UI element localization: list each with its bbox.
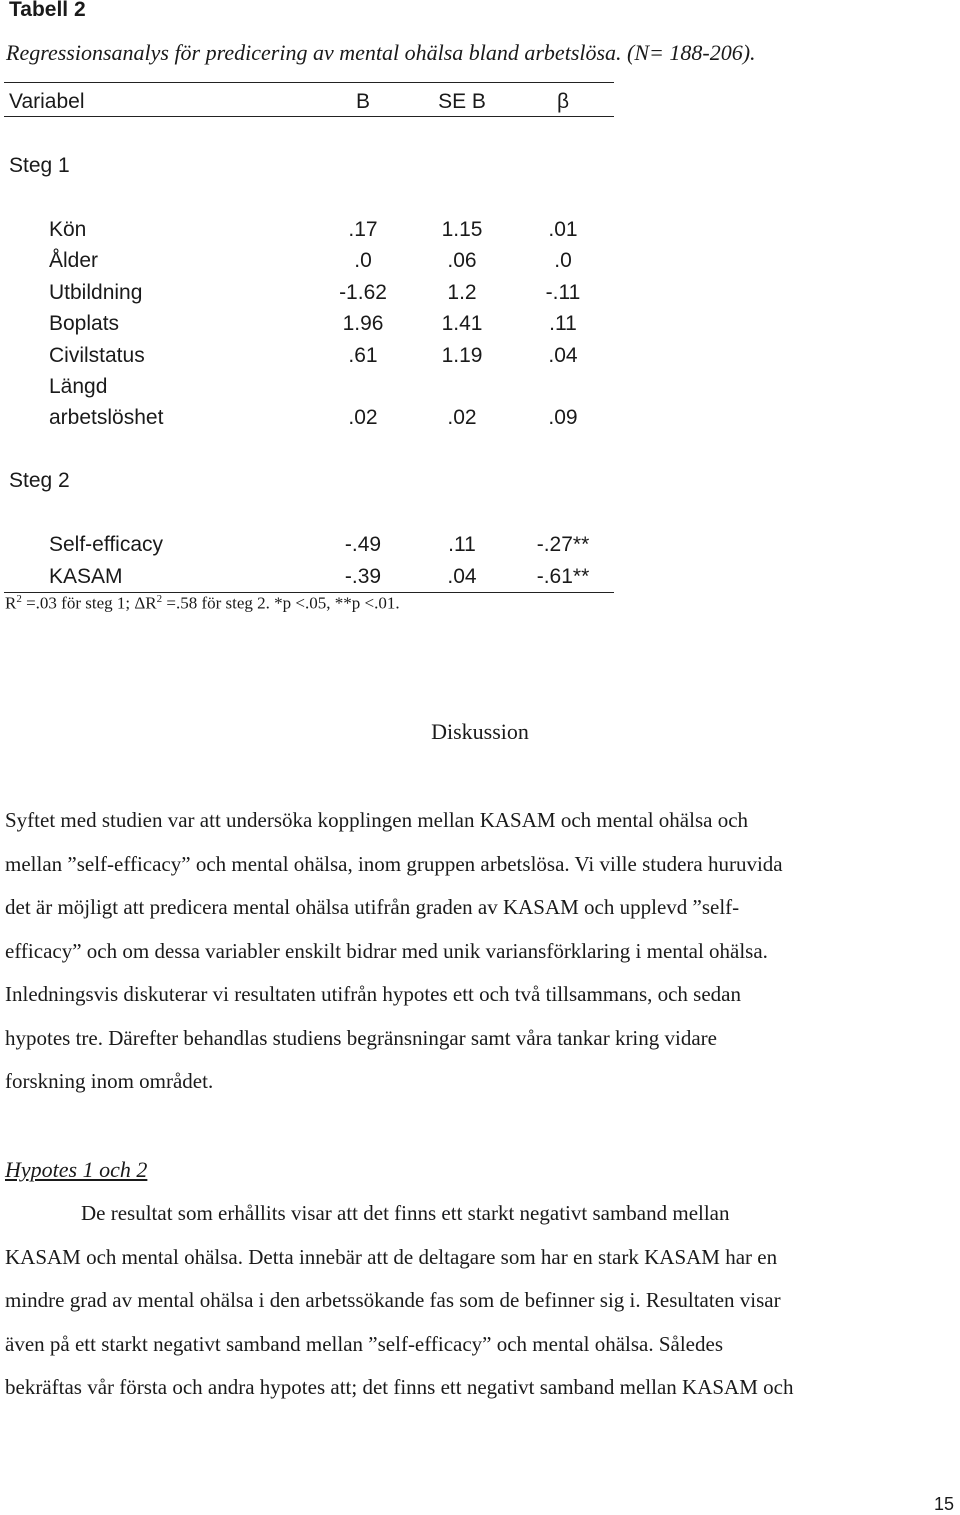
paragraph-line: mellan ”self-efficacy” och mental ohälsa, inom gruppen arbetslösa. Vi ville studera huruvida (5, 852, 783, 876)
table-note (5, 593, 400, 614)
row-label: Ålder (49, 249, 99, 272)
paragraph-line: bekräftas vår första och andra hypotes att; det finns ett negativt samband mellan KASAM och (5, 1375, 794, 1399)
step2-label: Steg 2 (9, 469, 70, 492)
cell-b: 1.96 (342, 312, 384, 335)
cell-beta: -.11 (545, 281, 581, 304)
cell-se: 1.15 (441, 218, 483, 241)
cell-se: 1.19 (441, 344, 483, 367)
cell-b: .0 (354, 249, 372, 272)
cell-b: -.39 (344, 565, 382, 588)
row-label: Utbildning (49, 281, 143, 304)
header-variabel: Variabel (9, 90, 85, 113)
cell-b: -1.62 (339, 281, 387, 304)
step1-label: Steg 1 (9, 154, 70, 177)
cell-se: .04 (447, 565, 477, 588)
cell-beta: .0 (554, 249, 572, 272)
cell-se: 1.2 (447, 281, 477, 304)
cell-b: .61 (348, 344, 378, 367)
paragraph-line: Inledningsvis diskuterar vi resultaten utifrån hypotes ett och två tillsammans, och sedan (5, 982, 741, 1006)
paragraph-line: det är möjligt att predicera mental ohälsa utifrån graden av KASAM och upplevd ”self- (5, 895, 740, 919)
row-label: Kön (49, 218, 87, 241)
header-se-b: SE B (438, 90, 486, 113)
header-b: B (355, 90, 370, 113)
section-heading-hypotheses: Hypotes 1 och 2 (5, 1157, 148, 1182)
row-label: Boplats (49, 312, 120, 335)
cell-b: .02 (348, 406, 378, 429)
cell-se: .11 (448, 533, 476, 556)
header-beta: β (556, 90, 570, 113)
paragraph-line: även på ett starkt negativt samband mellan ”self-efficacy” och mental ohälsa. Således (5, 1332, 723, 1356)
note-sup: 2 (16, 593, 22, 605)
paragraph-line: mindre grad av mental ohälsa i den arbetssökande fas som de befinner sig i. Resultaten visar (5, 1288, 781, 1312)
page-number: 15 (933, 1494, 954, 1514)
cell-beta: .01 (548, 218, 578, 241)
table-top-rule (4, 82, 614, 83)
paragraph-line: De resultat som erhållits visar att det finns ett starkt negativt samband mellan (81, 1201, 730, 1225)
cell-beta: -.61** (536, 565, 590, 588)
cell-beta: .04 (548, 344, 578, 367)
row-label: arbetslöshet (49, 406, 164, 429)
cell-beta: -.27** (536, 533, 590, 556)
cell-se: .02 (447, 406, 477, 429)
cell-b: -.49 (344, 533, 382, 556)
paragraph-line: hypotes tre. Därefter behandlas studiens begränsningar samt våra tankar kring vidare (5, 1026, 717, 1050)
cell-b: .17 (348, 218, 378, 241)
paragraph-line: efficacy” och om dessa variabler enskilt bidrar med unik variansförklaring i mental ohälsa. (5, 939, 768, 963)
cell-beta: .11 (549, 312, 577, 335)
row-label: Self-efficacy (49, 533, 163, 556)
note-text: =.58 för steg 2. *p <.05, **p <.01. (162, 593, 400, 613)
paragraph-line: forskning inom området. (5, 1069, 214, 1093)
note-text: =.03 för steg 1; ΔR (21, 593, 157, 613)
row-label: Civilstatus (49, 344, 145, 367)
section-heading-discussion: Diskussion (431, 719, 529, 744)
cell-se: .06 (447, 249, 477, 272)
note-r: R (5, 593, 17, 613)
cell-se: 1.41 (441, 312, 483, 335)
paragraph-line: Syftet med studien var att undersöka kopplingen mellan KASAM och mental ohälsa och (5, 808, 749, 832)
header-bottom-rule (4, 116, 614, 117)
row-label: Längd (49, 375, 108, 398)
note-sup: 2 (156, 593, 163, 605)
table-caption: Regressionsanalys för predicering av mental ohälsa bland arbetslösa. (N= 188-206). (6, 40, 756, 65)
table-label: Tabell 2 (9, 0, 86, 21)
row-label: KASAM (49, 565, 123, 588)
paragraph-line: KASAM och mental ohälsa. Detta innebär att de deltagare som har en stark KASAM har en (5, 1245, 778, 1269)
cell-beta: .09 (548, 406, 578, 429)
